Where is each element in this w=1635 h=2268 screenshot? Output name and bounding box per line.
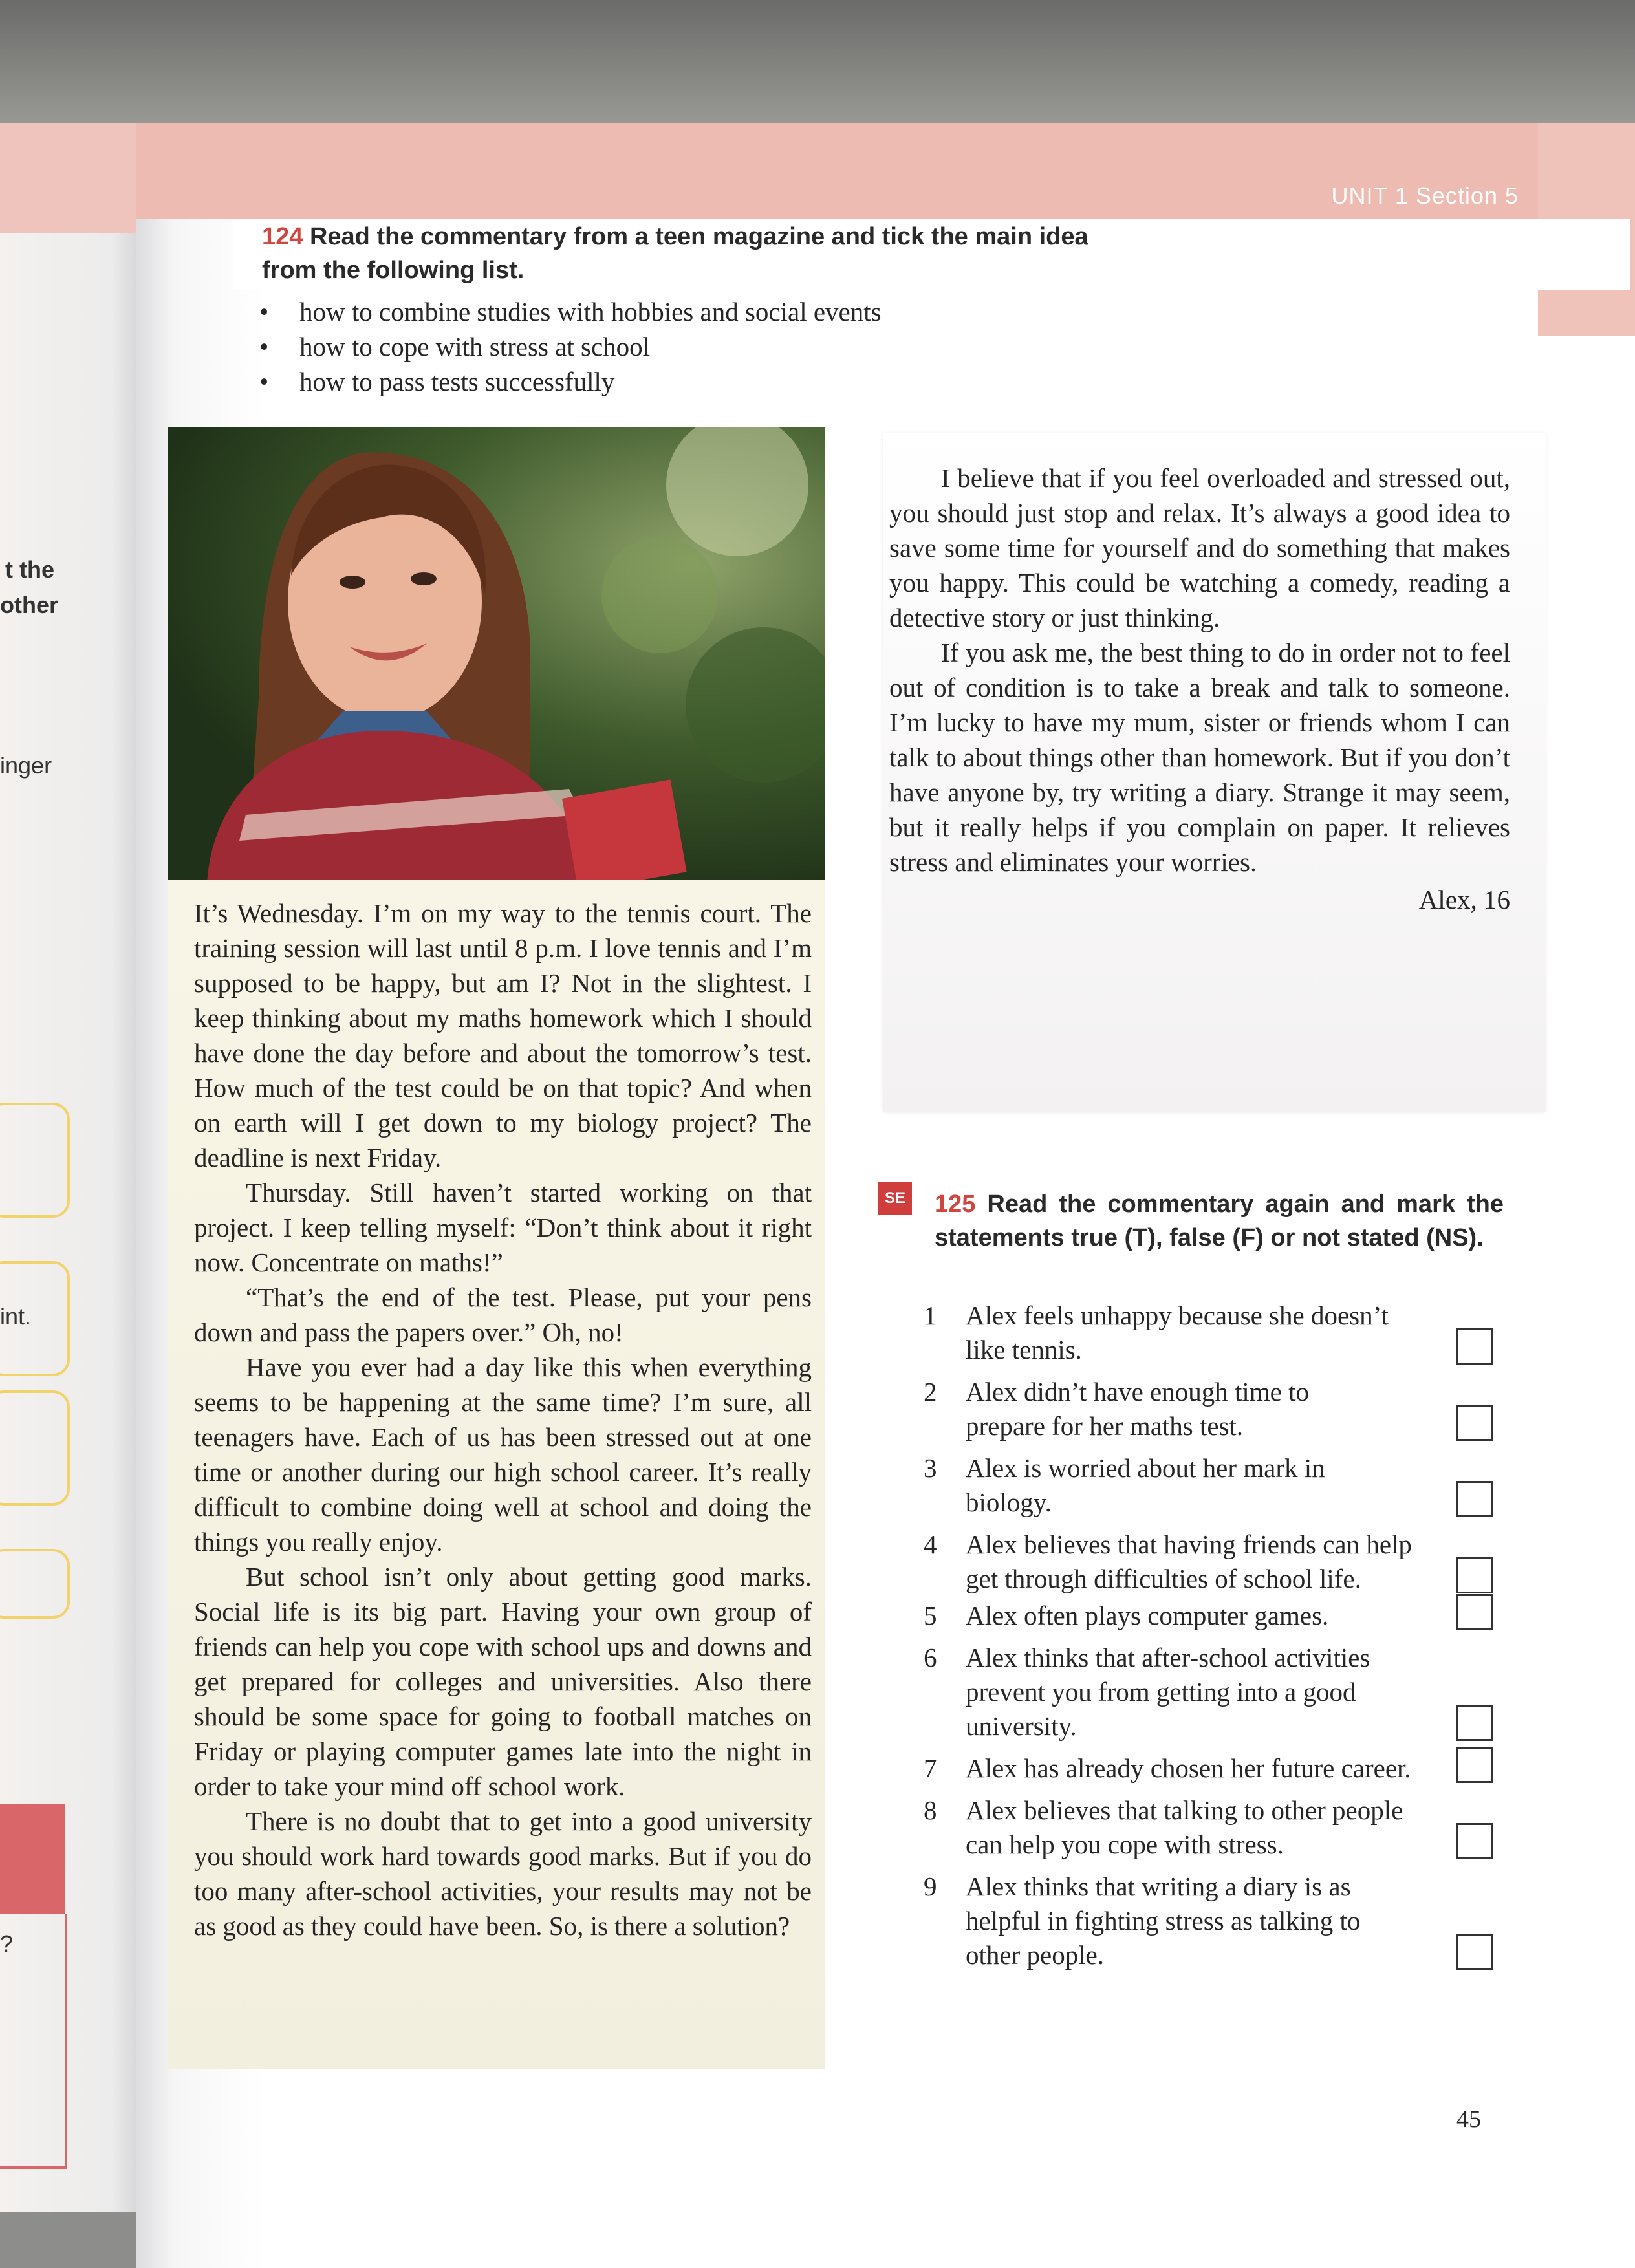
article-paragraph: It’s Wednesday. I’m on my way to the tennis court. The training session will last until 8 p.m. I love tennis and I’m supposed to be happy, but am I? Not in the slightest. I keep thinking about my maths homework which I should have done the day before and about the tomorrow’s test. How much of the test could be on that topic? And when on earth will I get down to my biology project? The deadline is next Friday. [194, 898, 812, 1172]
left-edge-yellow-box [0, 1390, 70, 1506]
statement-item [924, 1599, 1493, 1633]
statement-text: Alex feels unhappy because she doesn’t like tennis. [966, 1301, 1389, 1365]
answer-checkbox[interactable] [1456, 1594, 1493, 1630]
statement-text: Alex thinks that after-school activities prevent you from getting into a good university. [966, 1643, 1370, 1741]
statement-number: 7 [924, 1753, 937, 1783]
left-edge-red-band [0, 1804, 65, 1914]
left-edge-fragment: t the [5, 556, 54, 583]
main-idea-option: • how to cope with stress at school [255, 329, 882, 364]
answer-checkbox[interactable] [1456, 1934, 1493, 1970]
exercise-125-title [935, 1187, 1504, 1255]
statement-number: 4 [924, 1529, 937, 1559]
statement-number: 8 [924, 1795, 937, 1825]
left-page-header-band [0, 123, 139, 233]
left-edge-yellow-box [0, 1549, 70, 1619]
page-number: 45 [1456, 2106, 1481, 2133]
photo-background-top [0, 0, 1635, 129]
exercise-125-instruction: Read the commentary again and mark the statements true (T), false (F) or not stated (NS). [935, 1191, 1504, 1251]
article-paragraph: Have you ever had a day like this when everything seems to be happening at the same time? I’m sure, all teenagers have. Each of us has been stressed out at one time or another during our high school career. It’s really difficult to combine doing well at school and doing the things you really enjoy. [194, 1352, 812, 1557]
statement-number: 6 [924, 1643, 937, 1672]
statement-text: Alex thinks that writing a diary is as helpful in fighting stress as talking to other people. [966, 1872, 1361, 1970]
statement-number: 1 [924, 1301, 937, 1330]
statement-text: Alex has already chosen her future career. [966, 1753, 1411, 1783]
article-paragraph: Thursday. Still haven’t started working on that project. I keep telling myself: “Don’t think about it right now. Concentrate on maths!” [194, 1178, 812, 1277]
statement-item [924, 1870, 1493, 1972]
article-paragraph: “That’s the end of the test. Please, put your pens down and pass the papers over.” Oh, no! [194, 1282, 812, 1347]
article-signature: Alex, 16 [1418, 885, 1510, 914]
statement-item [924, 1793, 1493, 1862]
left-edge-fragment: int. [0, 1303, 32, 1330]
main-idea-option: • how to pass tests successfully [255, 364, 882, 399]
statement-item [924, 1451, 1493, 1520]
left-edge-fragment: ? [0, 1930, 14, 1957]
answer-checkbox[interactable] [1456, 1747, 1493, 1783]
unit-section-label: UNIT 1 Section 5 [1331, 182, 1519, 209]
article-left-column [194, 896, 812, 1943]
exercise-125-number: 125 [935, 1191, 976, 1218]
answer-checkbox[interactable] [1456, 1823, 1493, 1859]
left-edge-fragment: other [0, 592, 58, 618]
statement-number: 3 [924, 1453, 937, 1483]
statement-item [924, 1299, 1493, 1367]
statements-list [924, 1299, 1493, 1972]
main-idea-option: • how to combine studies with hobbies and social events [255, 294, 882, 329]
main-idea-list [255, 294, 882, 399]
statement-number: 2 [924, 1377, 937, 1407]
exercise-124-title [262, 220, 1232, 287]
statement-text: Alex believes that talking to other people can help you cope with stress. [966, 1795, 1403, 1859]
exercise-124-number: 124 [262, 223, 303, 250]
left-edge-yellow-box [0, 1103, 70, 1218]
statement-text: Alex often plays computer games. [966, 1601, 1329, 1630]
article-paragraph: But school isn’t only about getting good marks. Social life is its big part. Having your own group of friends can help you cope with school ups and downs and get prepared for colleges and universities. Also there should be some space for going to football matches on Friday or playing computer games late into the night in order to take your mind off school work. [194, 1562, 812, 1801]
statement-item [924, 1641, 1493, 1744]
statement-number: 9 [924, 1872, 937, 1901]
statement-item [924, 1751, 1493, 1786]
article-paragraph: There is no doubt that to get into a good university you should work hard towards good marks. But if you do too many after-school activities, your results may not be as good as they could have been. So, is there a solution? [194, 1806, 812, 1941]
article-paragraph: I believe that if you feel overloaded and stressed out, you should just stop and relax. It’s always a good idea to save some time for yourself and do something that makes you happy. This could be watching a comedy, reading a detective story or just thinking. [889, 463, 1510, 632]
left-edge-fragment: inger [0, 752, 52, 779]
answer-checkbox[interactable] [1456, 1328, 1493, 1365]
teen-girl-illustration [168, 427, 825, 883]
answer-checkbox[interactable] [1456, 1405, 1493, 1441]
statement-text: Alex didn’t have enough time to prepare for her maths test. [966, 1377, 1309, 1441]
statement-text: Alex believes that having friends can help get through difficulties of school life. [966, 1529, 1412, 1593]
answer-checkbox[interactable] [1456, 1557, 1493, 1593]
statement-number: 5 [924, 1601, 937, 1630]
answer-checkbox[interactable] [1456, 1705, 1493, 1741]
answer-checkbox[interactable] [1456, 1481, 1493, 1517]
statement-item [924, 1528, 1493, 1596]
statement-item [924, 1375, 1493, 1443]
exercise-124-instruction-line2: from the following list. [262, 257, 525, 284]
left-page-edge [0, 123, 139, 2212]
se-badge: SE [878, 1182, 912, 1215]
article-paragraph: If you ask me, the best thing to do in order not to feel out of condition is to take a break and talk to someone. I’m lucky to have my mum, sister or friends whom I can talk to about things other than homework. But if you don’t have anyone by, try writing a diary. Strange it may seem, but it really helps if you complain on paper. It relieves stress and eliminates your worries. [889, 638, 1510, 877]
teen-girl-photo [168, 427, 825, 883]
exercise-124-instruction-line1: Read the commentary from a teen magazine and tick the main idea [309, 223, 1088, 250]
article-right-column [889, 460, 1510, 917]
statement-text: Alex is worried about her mark in biology. [966, 1453, 1325, 1517]
